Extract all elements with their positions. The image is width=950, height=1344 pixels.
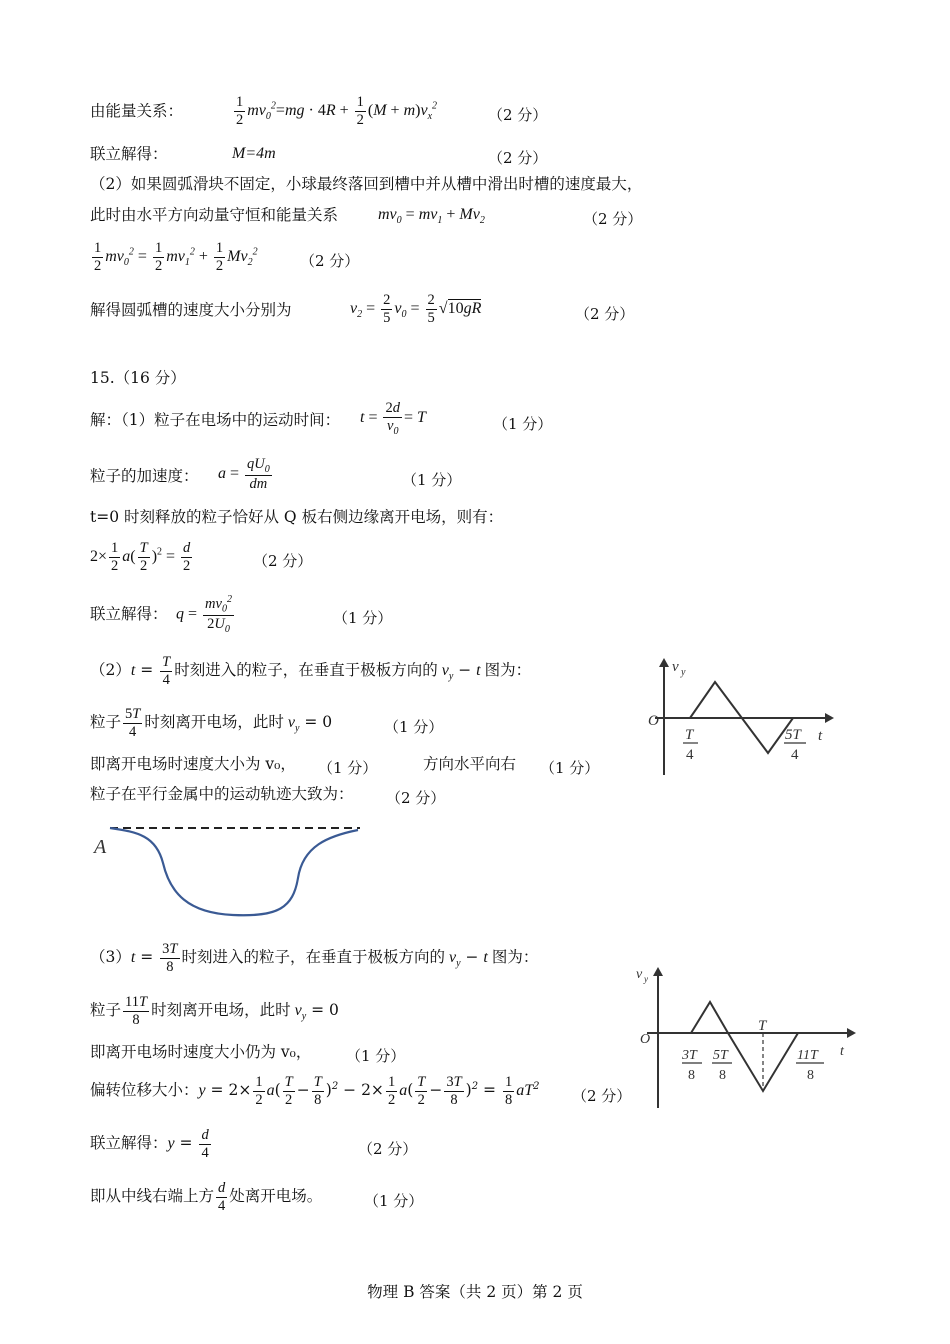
accel-score: （1 分） [402,471,462,489]
p2-prefix: （2） [90,661,131,680]
graph1-tick1: T [685,727,694,743]
speed-line: 即离开电场时速度大小为 v₀， [90,755,296,773]
energy-label: 由能量关系： [90,102,184,120]
solve-q-equation: q = $\frac{mv_0^2}{2U_0}$ [176,594,232,636]
vy-t-graph-2 [632,962,862,1112]
q2-line: （2）如果圆弧滑块不固定，小球最终落回到槽中并从槽中滑出时槽的速度最大， [90,175,643,193]
graph2-tick3: 11T [797,1048,818,1063]
momentum-score: （2 分） [583,210,643,228]
leave-score: （1 分） [384,718,444,736]
graph2-tlabel: t [840,1044,844,1059]
accel-text: 粒子的加速度： [90,467,199,485]
leave-mid: 时刻离开电场，此时 [144,713,284,732]
time-text: 解：（1）粒子在电场中的运动时间： [90,411,341,429]
p2-line: （2）t = $\frac{T}{4}$ 时刻进入的粒子，在垂直于极板方向的 $v_y - t$ 图为： [90,654,532,688]
speed3-score: （1 分） [346,1047,406,1065]
p2-suffix: 图为： [484,661,532,680]
energy2-equation: $\frac{1}{2}$ $mv_0^2$ = $\frac{1}{2}$ $mv_1^2$ + $\frac{1}{2}$ $Mv_2^2$ [94,240,258,274]
graph2-tick3-den: 8 [807,1068,814,1083]
leave3-line: 粒子 $\frac{11T}{8}$ 时刻离开电场，此时 $v_y = 0$ [90,994,339,1028]
disp-score: （2 分） [253,552,313,570]
energy2-score: （2 分） [300,252,360,270]
trajectory-curve [110,828,358,915]
graph2-T-label: T [758,1018,767,1034]
graph2-origin: O [640,1032,651,1047]
trajectory-text: 粒子在平行金属中的运动轨迹大致为： [90,785,354,803]
energy-equation: $\frac{1}{2}$ $mv_0^2=mg \cdot 4R$ + $\frac{1}{2}$ $(M + m)v_x^2$ [236,94,438,128]
leave3-mid: 时刻离开电场，此时 [151,1001,291,1020]
graph1-ylabel: v [672,659,679,675]
solve1-score: （2 分） [488,149,548,167]
graph1-tick2: 5T [785,727,801,743]
speed-line-score: （1 分） [318,759,378,777]
trajectory-sketch [88,818,373,928]
solve-q-score: （1 分） [333,609,393,627]
solve-y-line: 联立解得：y = $\frac{d}{4}$ [90,1127,209,1161]
final-prefix: 即从中线右端上方 [90,1187,215,1206]
trajectory-score: （2 分） [386,789,446,807]
leave3-prefix: 粒子 [90,1001,122,1020]
graph1-origin: O [648,713,659,729]
graph2-tick2-den: 8 [719,1068,726,1083]
graph2-ylabel: v [636,967,643,982]
offset-line: 偏转位移大小：y = 2× $\frac{1}{2}$ a( $\frac{T}{2}$ − $\frac{T}{8}$ )$^2$ − 2× $\frac{1}{2}$ a( $\frac{T}{2}$ − $\frac{3T}{8}$ )$^2$ = $\frac{1}{8}$ $aT^2$ [90,1074,540,1108]
graph2-tick2: 5T [713,1048,728,1063]
graph1-v-arrow [659,658,669,667]
direction-score: （1 分） [540,759,600,777]
trajectory-label: A [94,836,107,858]
disp-equation: 2× $\frac{1}{2}$ a( $\frac{T}{2}$ )$^2$ = $\frac{d}{2}$ [90,540,191,574]
final-suffix: 处离开电场。 [229,1187,323,1206]
leave-prefix: 粒子 [90,713,122,732]
p3-prefix: （3） [90,948,131,967]
momentum-text: 此时由水平方向动量守恒和能量关系 [90,206,339,224]
solve-y-text: 联立解得： [90,1134,168,1153]
graph2-t-arrow [847,1028,856,1038]
time-equation: t = $\frac{2d}{v_0}$ = T [360,400,426,437]
offset-score: （2 分） [572,1087,632,1105]
page-footer: 物理 B 答案（共 2 页）第 2 页 [367,1283,583,1301]
graph2-v-arrow [653,967,663,976]
graph2-vy-curve [691,1002,798,1091]
q15-heading: 15.（16 分） [90,369,186,387]
accel-equation: a = $\frac{qU_0}{dm}$ [218,456,270,493]
p2-mid: 时刻进入的粒子，在垂直于极板方向的 [174,661,438,680]
speed3-line: 即离开电场时速度大小仍为 v₀， [90,1043,312,1061]
offset-text: 偏转位移大小： [90,1081,199,1100]
momentum-equation: $mv_0 = mv_1 + Mv_2$ [378,206,485,227]
graph1-tick2-den: 4 [791,747,799,763]
p3-mid: 时刻进入的粒子，在垂直于极板方向的 [181,948,446,967]
speed-score: （2 分） [575,305,635,323]
graph1-tick1-den: 4 [686,747,694,763]
graph2-tick1: 3T [682,1048,697,1063]
t0-text: t=0 时刻释放的粒子恰好从 Q 板右侧边缘离开电场，则有： [90,508,504,526]
time-score: （1 分） [493,415,553,433]
solve-q-text: 联立解得： [90,605,168,623]
graph2-tick1-den: 8 [688,1068,695,1083]
energy-line [90,104,183,120]
leave-line: 粒子 $\frac{5T}{4}$ 时刻离开电场，此时 $v_y = 0$ [90,706,333,740]
p3-suffix: 图为： [491,948,539,967]
graph1-ysub: y [681,667,686,678]
solve1-label: 联立解得： [90,145,168,163]
vy-t-graph-1 [640,655,840,780]
graph1-t-arrow [825,713,834,723]
graph1-tlabel: t [818,728,823,744]
energy-score: （2 分） [488,106,548,124]
final-score: （1 分） [364,1192,424,1210]
speed-equation: $v_2$ = $\frac{2}{5}$ $v_0$ = $\frac{2}{5}$ √10gR [350,292,482,326]
speed-text: 解得圆弧槽的速度大小分别为 [90,301,292,319]
direction-text: 方向水平向右 [423,755,517,773]
p3-line: （3）t = $\frac{3T}{8}$ 时刻进入的粒子，在垂直于极板方向的 $v_y - t$ 图为： [90,941,539,975]
solve-y-score: （2 分） [358,1140,418,1158]
graph2-ysub: y [644,974,648,984]
solve1-result: M=4m [232,145,276,162]
final-line: 即从中线右端上方 $\frac{d}{4}$ 处离开电场。 [90,1180,323,1214]
